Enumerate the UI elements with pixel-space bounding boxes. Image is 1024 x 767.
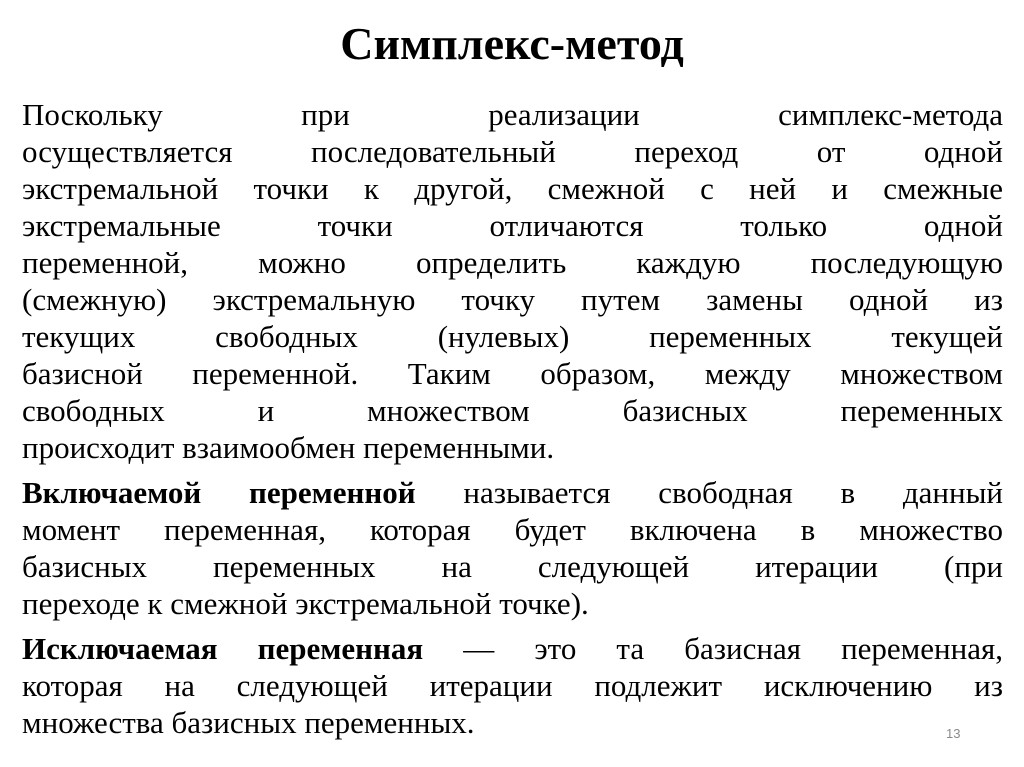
text-line: текущих свободных (нулевых) переменных текущей [22, 319, 1003, 354]
text-line: Поскольку при реализации симплекс-метода [22, 97, 1003, 132]
text-line: происходит взаимообмен переменными. [22, 430, 555, 465]
text-segment: — это та базисная переменная, [423, 631, 1003, 666]
text-line: осуществляется последовательный переход от одной [22, 134, 1003, 169]
page-number: 13 [946, 726, 961, 741]
slide-body [22, 96, 1003, 749]
text-line: экстремальные точки отличаются только одной [22, 208, 1003, 243]
defined-term: Исключаемая переменная [22, 631, 424, 666]
text-line: базисной переменной. Таким образом, между множеством [22, 356, 1003, 391]
paragraph-3 [22, 630, 1003, 741]
text-segment: называется свободная в данный [415, 475, 1003, 510]
text-line: экстремальной точки к другой, смежной с ней и смежные [22, 171, 1003, 206]
text-line [22, 630, 1003, 667]
text-line: свободных и множеством базисных переменных [22, 393, 1003, 428]
defined-term: Включаемой переменной [22, 475, 416, 510]
slide-title: Симплекс-метод [340, 18, 684, 69]
text-line: момент переменная, которая будет включена в множество [22, 512, 1003, 547]
text-line: базисных переменных на следующей итерации (при [22, 549, 1003, 584]
text-line: множества базисных переменных. [22, 705, 475, 740]
text-line: переходе к смежной экстремальной точке). [22, 586, 589, 621]
paragraph-2 [22, 474, 1003, 622]
paragraph-1 [22, 96, 1003, 466]
text-line [22, 474, 1003, 511]
text-line: переменной, можно определить каждую последующую [22, 245, 1003, 280]
text-line: (смежную) экстремальную точку путем замены одной из [22, 282, 1003, 317]
text-line: которая на следующей итерации подлежит исключению из [22, 668, 1003, 703]
